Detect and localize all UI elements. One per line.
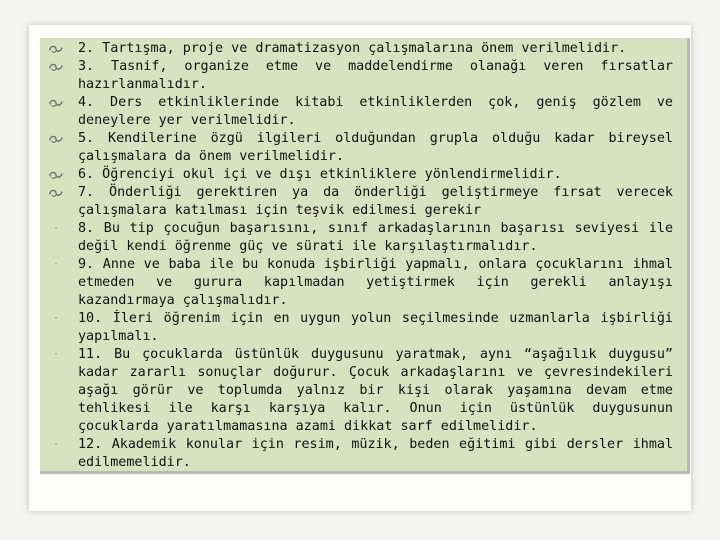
dot-icon: · [52,439,60,450]
leaf-curl-icon [48,184,64,202]
list-item [48,220,673,256]
list-item [48,94,673,130]
list-item [48,58,673,94]
list-item-text: 3. Tasnif, organize etme ve maddelendirme olanağı veren fırsatlar hazırlanmalıdır. [78,59,673,92]
list-item-text: 6. Öğrenciyi okul içi ve dışı etkinliklere yönlendirmelidir. [78,167,562,182]
list-item-text: 5. Kendilerine özgü ilgileri olduğundan grupla olduğu kadar bireysel çalışmalara da önem verilmelidir. [78,131,673,164]
leaf-curl-icon [48,130,64,148]
leaf-curl-icon [48,40,64,58]
list-item-text: 7. Önderliği gerektiren ya da önderliği geliştirmeye fırsat verecek çalışmalara katılması için teşvik edilmesi gerekir [78,185,673,218]
list-item-text: 9. Anne ve baba ile bu konuda işbirliği yapmalı, onlara çocuklarını ihmal etmeden ve gurura kapılmadan yetiştirmek için gerekli anlayışı kazandırmaya çalışmalıdır. [78,257,673,308]
list-item [48,130,673,166]
list-item-text: 4. Ders etkinliklerinde kitabi etkinliklerden çok, geniş gözlem ve deneylere yer verilmelidir. [78,95,673,128]
dot-icon: · [52,259,60,270]
list-item [48,166,673,184]
bullet-list [48,40,673,472]
dot-icon: · [52,313,60,324]
leaf-curl-icon [48,58,64,76]
list-item [48,346,673,436]
list-item-text: 12. Akademik konular için resim, müzik, beden eğitimi gibi dersler ihmal edilmemelidir. [78,437,673,470]
list-item [48,310,673,346]
list-item-text: 2. Tartışma, proje ve dramatizasyon çalışmalarına önem verilmelidir. [78,41,627,56]
list-item-text: 8. Bu tip çocuğun başarısını, sınıf arkadaşlarının başarısı seviyesi ile değil kendi öğrenme güç ve sürati ile karşılaştırmalıdır. [78,221,673,254]
list-item-text: 11. Bu çocuklarda üstünlük duygusunu yaratmak, aynı “aşağılık duygusu” kadar zararlı sonuçlar doğurur. Çocuk arkadaşlarını ve çevresindekileri aşağı görür ve toplumda yalnız bir kişi olarak yaşamına devam etme tehlikesi ile karşı karşıya kalır. Onun için üstünlük duygusunun çocuklarda yaratılmamasına azami dikkat sarf edilmelidir. [78,347,673,434]
list-item [48,40,673,58]
leaf-curl-icon [48,94,64,112]
list-item-text: 10. İleri öğrenim için en uygun yolun seçilmesinde uzmanlarla işbirliği yapılmalı. [78,311,673,344]
dot-icon: · [52,223,60,234]
list-item [48,184,673,220]
leaf-curl-icon [48,166,64,184]
dot-icon: · [52,349,60,360]
list-item [48,256,673,310]
list-item [48,436,673,472]
